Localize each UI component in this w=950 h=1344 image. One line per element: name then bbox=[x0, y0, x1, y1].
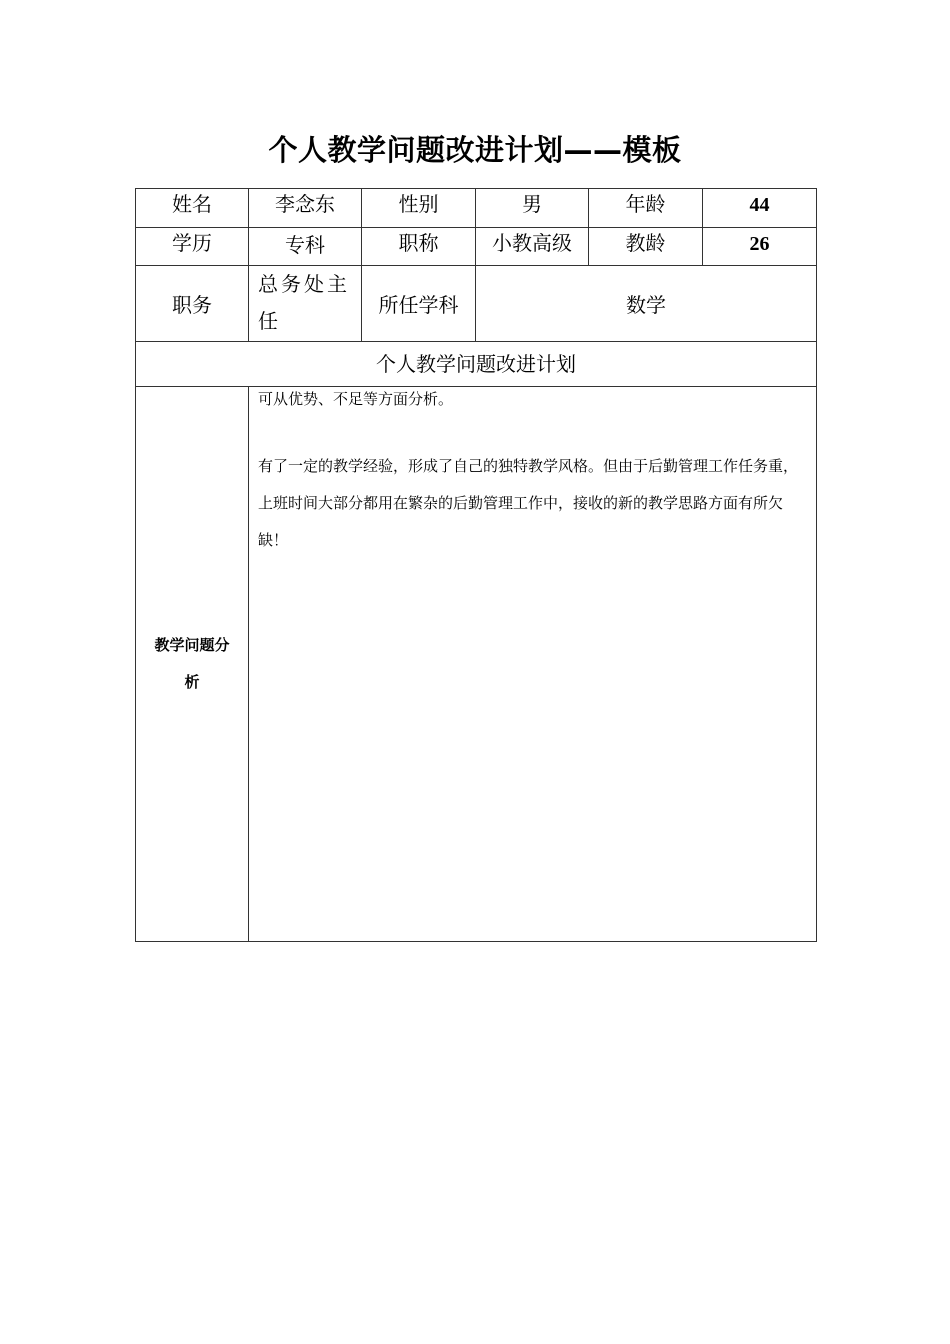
age-label: 年龄 bbox=[625, 192, 666, 216]
name-label-cell bbox=[136, 189, 249, 228]
subject-value-cell bbox=[476, 266, 817, 342]
position-label-cell bbox=[136, 266, 249, 342]
gender-value-cell bbox=[476, 189, 589, 228]
education-value: 专科 bbox=[285, 233, 325, 257]
analysis-body: 有了一定的教学经验，形成了自己的独特教学风格。但由于后勤管理工作任务重，上班时间大部分都用在繁杂的后勤管理工作中，接收的新的教学思路方面有所欠缺！ bbox=[258, 457, 799, 549]
table-row bbox=[136, 342, 817, 387]
name-value: 李念东 bbox=[275, 192, 335, 216]
age-value-cell bbox=[703, 189, 817, 228]
analysis-label: 教学问题分析 bbox=[154, 636, 230, 691]
age-value: 44 bbox=[749, 194, 770, 216]
teaching-years-label: 教龄 bbox=[625, 231, 666, 255]
analysis-hint: 可从优势、不足等方面分析。 bbox=[258, 390, 454, 408]
position-label: 职务 bbox=[172, 293, 212, 317]
age-label-cell bbox=[589, 189, 703, 228]
paragraph-spacer bbox=[258, 418, 808, 448]
teaching-years-label-cell bbox=[589, 228, 703, 266]
subject-label: 所任学科 bbox=[378, 293, 459, 317]
gender-value: 男 bbox=[522, 192, 542, 216]
teaching-years-value: 26 bbox=[749, 233, 770, 255]
teacher-info-table bbox=[135, 188, 817, 942]
professional-title-value-cell bbox=[476, 228, 589, 266]
teaching-years-value-cell bbox=[703, 228, 817, 266]
name-value-cell bbox=[249, 189, 362, 228]
table-row bbox=[136, 228, 817, 266]
position-value-cell bbox=[249, 266, 362, 342]
section-heading: 个人教学问题改进计划 bbox=[136, 342, 817, 387]
analysis-content-cell bbox=[249, 387, 817, 942]
subject-label-cell bbox=[362, 266, 476, 342]
subject-value: 数学 bbox=[626, 293, 666, 317]
education-label: 学历 bbox=[172, 231, 212, 255]
education-value-cell bbox=[249, 228, 362, 266]
education-label-cell bbox=[136, 228, 249, 266]
professional-title-label-cell bbox=[362, 228, 476, 266]
professional-title-value: 小教高级 bbox=[492, 231, 572, 255]
name-label: 姓名 bbox=[172, 192, 212, 216]
position-value: 总务处主任 bbox=[258, 272, 350, 333]
table-row bbox=[136, 387, 817, 942]
document-title: 个人教学问题改进计划——模板 bbox=[268, 133, 682, 167]
table-row bbox=[136, 189, 817, 228]
table-row bbox=[136, 266, 817, 342]
gender-label: 性别 bbox=[398, 192, 439, 216]
professional-title-label: 职称 bbox=[398, 231, 439, 255]
gender-label-cell bbox=[362, 189, 476, 228]
analysis-label-cell bbox=[136, 387, 249, 942]
